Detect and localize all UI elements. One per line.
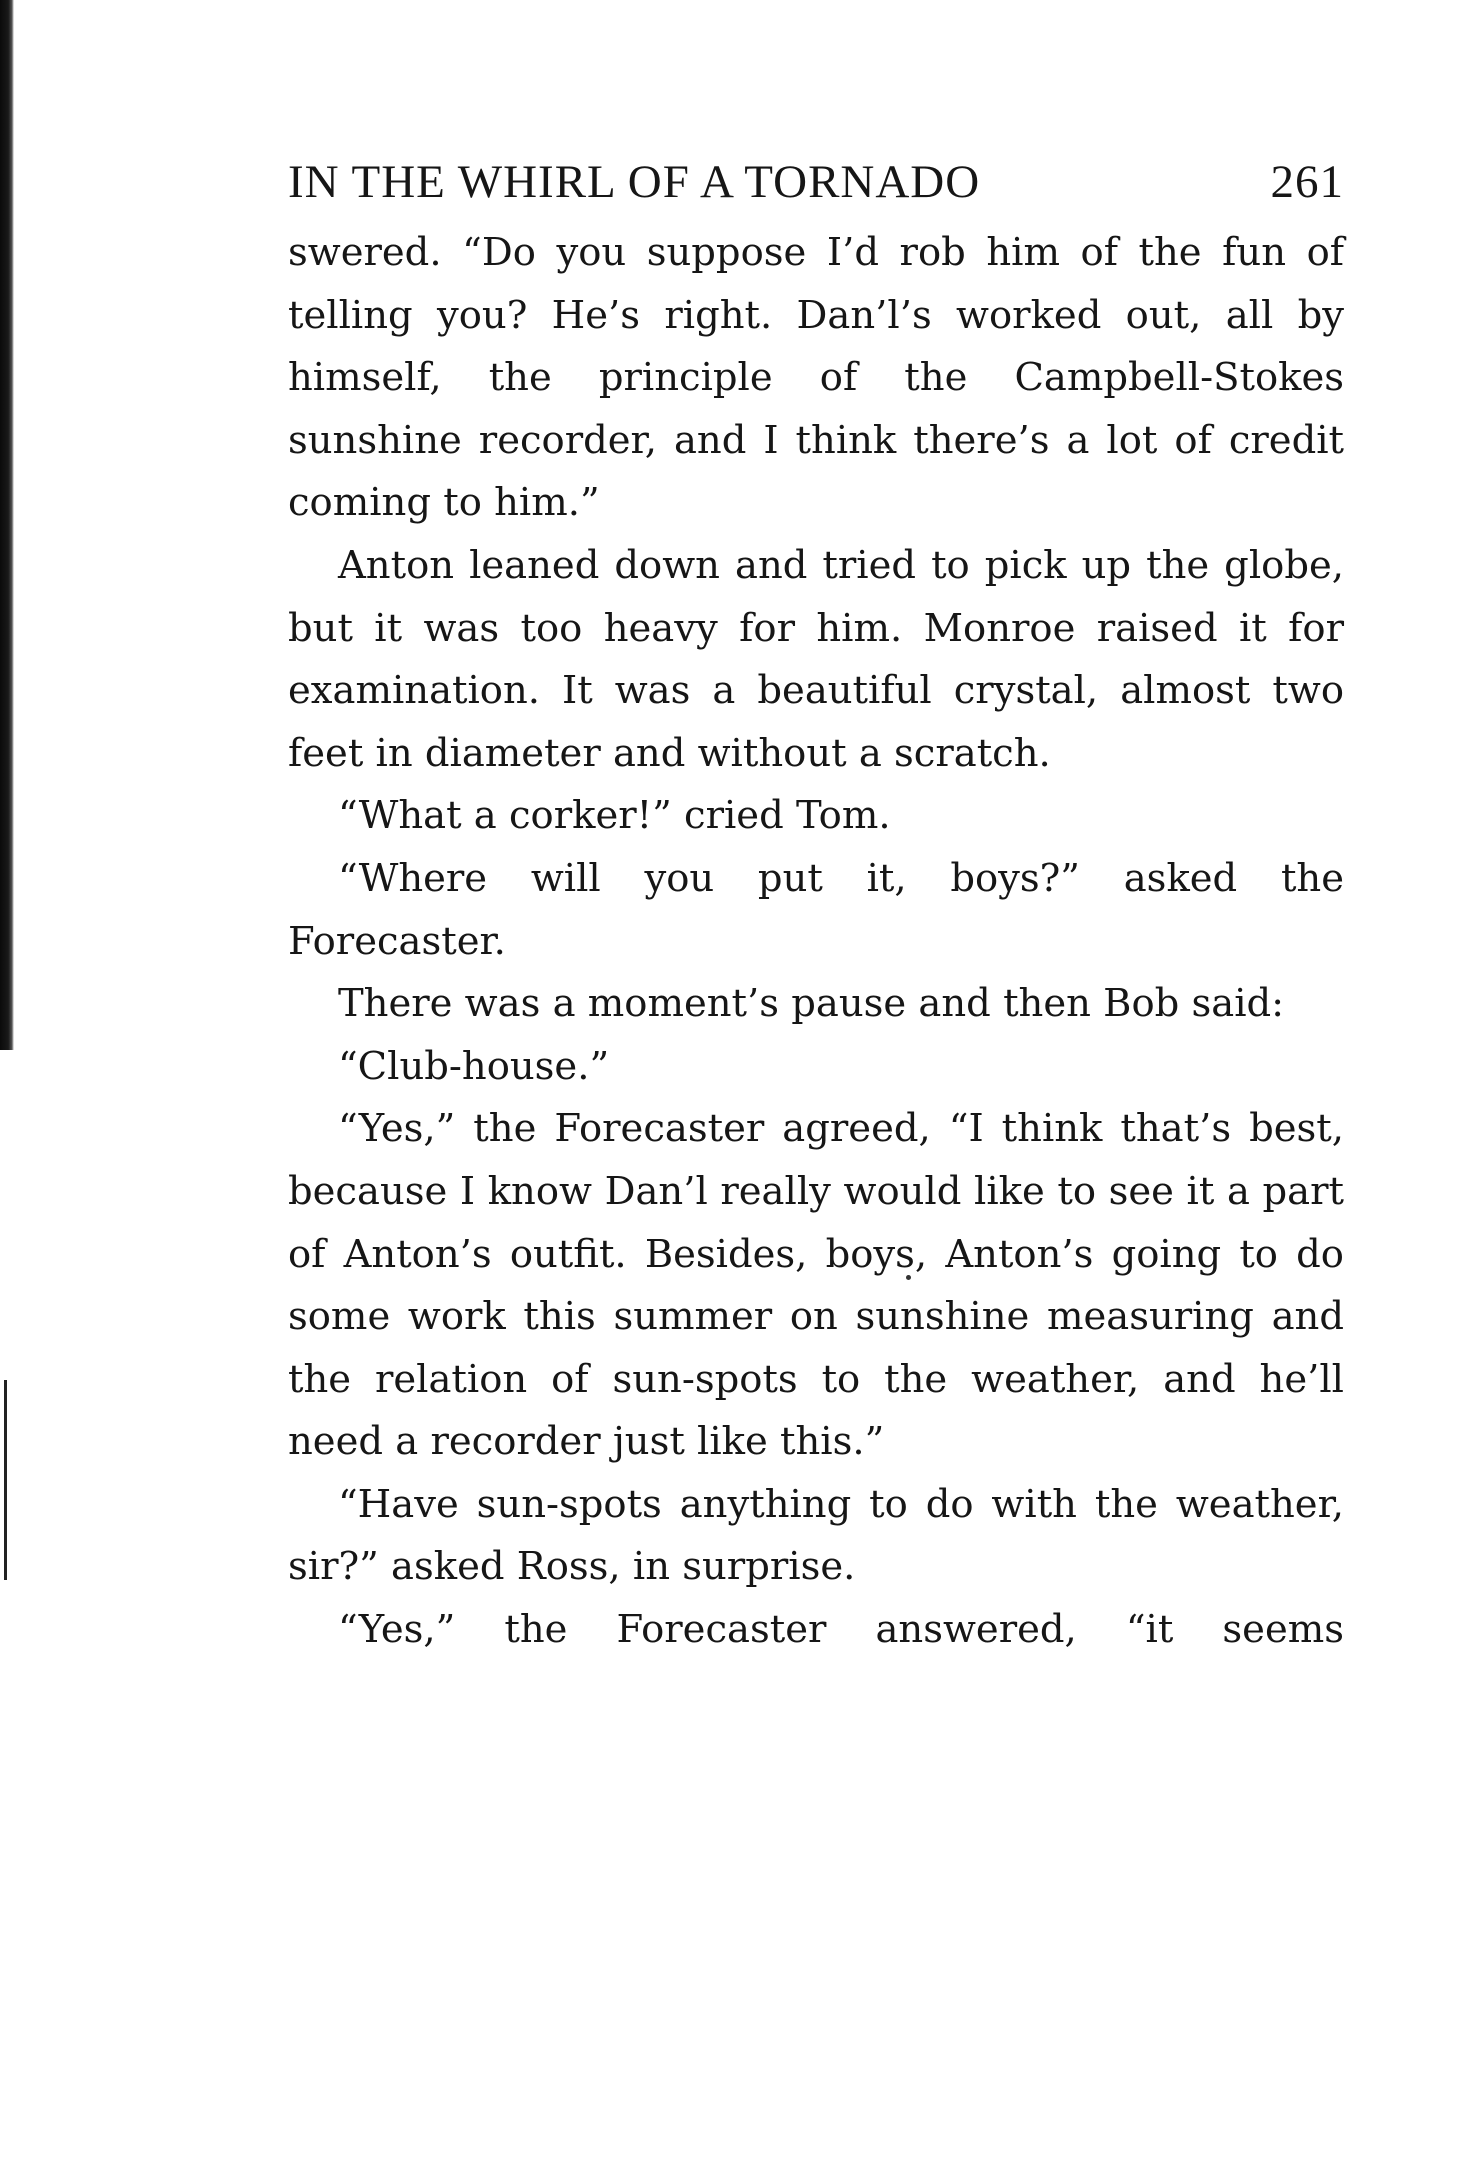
paragraph: “Yes,” the Forecaster answered, “it seems <box>338 1607 1344 1653</box>
paragraph: swered. “Do you suppose I’d rob him of the fun of telling you? He’s right. Dan’l’s worked out, all by himself, the principle of the Campbell-Stokes sunshine recorder, and I think there’s a lot of credit coming to him.” <box>288 230 1344 526</box>
paragraph: There was a moment’s pause and then Bob said: <box>338 981 1285 1027</box>
paragraph: Anton leaned down and tried to pick up the globe, but it was too heavy for him. Monroe raised it for examination. It was a beautiful crystal, almost two feet in diameter and without a scratch. <box>288 542 1344 776</box>
running-title: IN THE WHIRL OF A TORNADO <box>288 156 981 208</box>
paragraph: “Have sun-spots anything to do with the weather, sir?” asked Ross, in surprise. <box>288 1481 1344 1590</box>
page-spine-shadow <box>0 0 14 1050</box>
page-number: 261 <box>1270 156 1344 208</box>
margin-scan-mark <box>4 1380 7 1580</box>
paragraph: “Club-house.” <box>338 1043 610 1089</box>
paragraph: “Yes,” the Forecaster agreed, “I think that’s best, because I know Dan’l really would like to see it a part of Anton’s outfit. Besides, boys, Anton’s going to do some work this summer on sunshine measuring and the relation of sun-spots to the weather, and he’ll need a recorder just like this.” <box>288 1106 1344 1465</box>
running-header <box>288 150 1344 214</box>
book-page <box>288 150 1344 1662</box>
paragraph: “What a corker!” cried Tom. <box>338 793 891 839</box>
body-text <box>288 222 1344 1662</box>
paragraph: “Where will you put it, boys?” asked the Forecaster. <box>288 855 1344 964</box>
